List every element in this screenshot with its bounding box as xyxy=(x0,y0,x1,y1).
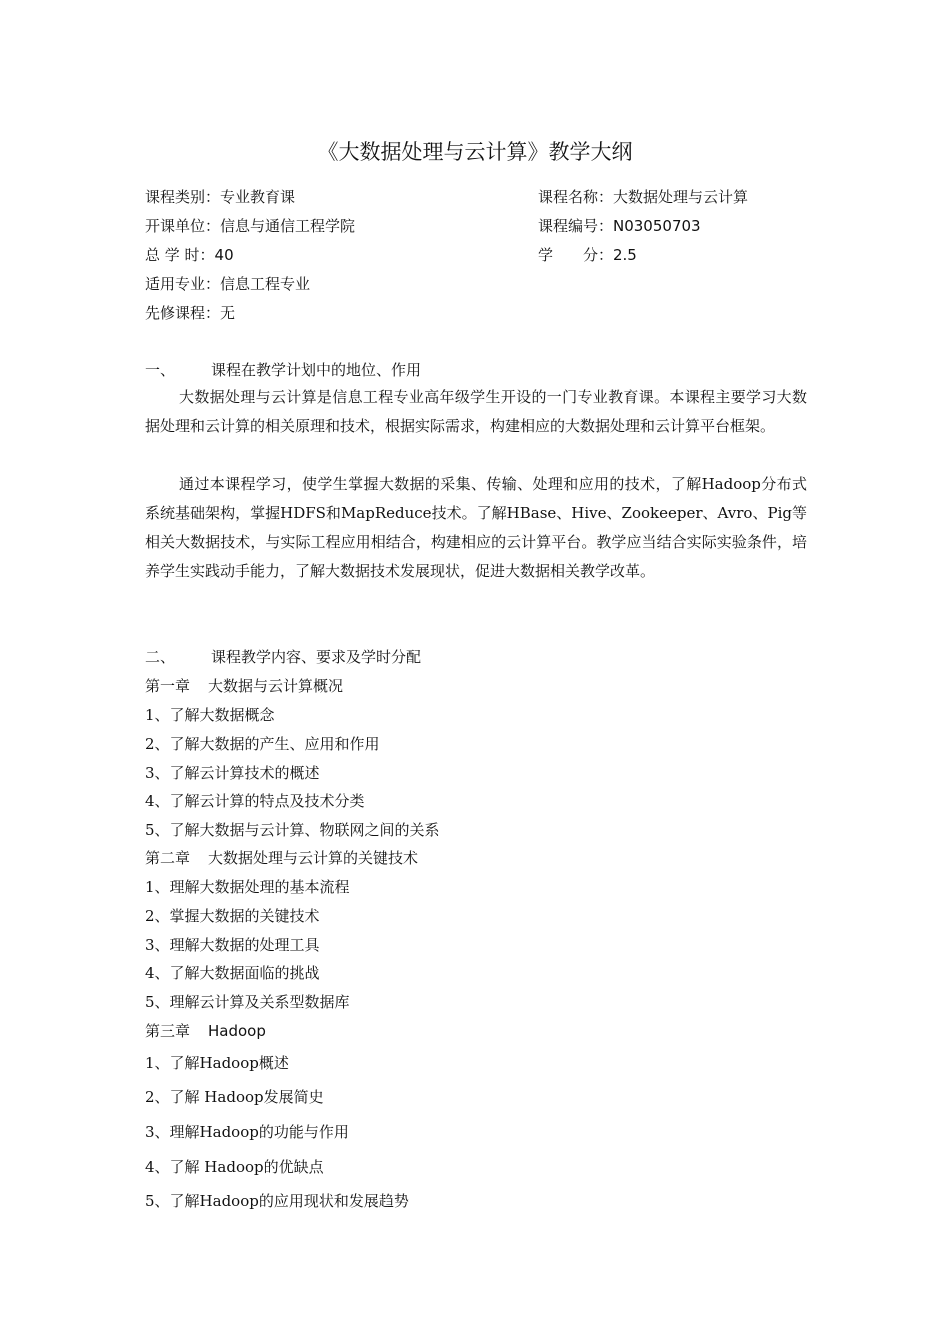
section-number: 二、 xyxy=(145,648,176,666)
document-title: 《大数据处理与云计算》教学大纲 xyxy=(317,140,633,164)
course-major: 适用专业：信息工程专业 xyxy=(145,275,311,293)
list-item: 3、了解云计算技术的概述 xyxy=(145,764,320,782)
chapter-heading-1 xyxy=(145,675,343,697)
section-heading-2 xyxy=(145,646,421,668)
list-item: 5、理解云计算及关系型数据库 xyxy=(145,993,350,1011)
chapter-title: 大数据与云计算概况 xyxy=(208,677,344,695)
chapter-heading-3 xyxy=(145,1020,266,1042)
section-heading-1 xyxy=(145,359,421,381)
list-item: 2、了解大数据的产生、应用和作用 xyxy=(145,735,380,753)
section-number: 一、 xyxy=(145,361,176,379)
list-item: 5、了解大数据与云计算、物联网之间的关系 xyxy=(145,821,440,839)
list-item: 3、理解大数据的处理工具 xyxy=(145,936,320,954)
chapter-number: 第一章 xyxy=(145,677,191,695)
list-item: 4、了解大数据面临的挑战 xyxy=(145,964,320,982)
course-credits: 学 分：2.5 xyxy=(538,246,637,264)
list-item: 2、掌握大数据的关键技术 xyxy=(145,907,320,925)
list-item: 1、了解Hadoop概述 xyxy=(145,1054,289,1072)
list-item: 2、了解 Hadoop发展简史 xyxy=(145,1088,324,1106)
course-hours: 总 学 时：40 xyxy=(145,246,234,264)
chapter-heading-2 xyxy=(145,847,418,869)
chapter-number: 第二章 xyxy=(145,849,191,867)
chapter-title: 大数据处理与云计算的关键技术 xyxy=(208,849,419,867)
list-item: 1、了解大数据概念 xyxy=(145,706,275,724)
course-unit: 开课单位：信息与通信工程学院 xyxy=(145,217,356,235)
list-item: 4、了解 Hadoop的优缺点 xyxy=(145,1158,324,1176)
paragraph-1: 大数据处理与云计算是信息工程专业高年级学生开设的一门专业教育课。本课程主要学习大数据处理和云计算的相关原理和技术，根据实际需求，构建相应的大数据处理和云计算平台框架。 xyxy=(145,388,807,435)
section-title: 课程教学内容、要求及学时分配 xyxy=(211,648,422,666)
course-name: 课程名称：大数据处理与云计算 xyxy=(538,188,749,206)
paragraph-2: 通过本课程学习，使学生掌握大数据的采集、传输、处理和应用的技术，了解Hadoop分布式系统基础架构，掌握HDFS和MapReduce技术。了解HBase、Hive、Zookeeper、Avro、Pig等相关大数据技术，与实际工程应用相结合，构建相应的云计算平台。教学应当结合实际实验条件，培养学生实践动手能力，了解大数据技术发展现状，促进大数据相关教学改革。 xyxy=(145,475,807,580)
list-item: 1、理解大数据处理的基本流程 xyxy=(145,878,350,896)
course-category: 课程类别：专业教育课 xyxy=(145,188,296,206)
chapter-title: Hadoop xyxy=(208,1022,266,1040)
course-code: 课程编号：N03050703 xyxy=(538,217,701,235)
course-prereq: 先修课程：无 xyxy=(145,304,236,322)
list-item: 5、了解Hadoop的应用现状和发展趋势 xyxy=(145,1192,409,1210)
list-item: 3、理解Hadoop的功能与作用 xyxy=(145,1123,349,1141)
chapter-number: 第三章 xyxy=(145,1022,191,1040)
list-item: 4、了解云计算的特点及技术分类 xyxy=(145,792,365,810)
section-title: 课程在教学计划中的地位、作用 xyxy=(211,361,422,379)
